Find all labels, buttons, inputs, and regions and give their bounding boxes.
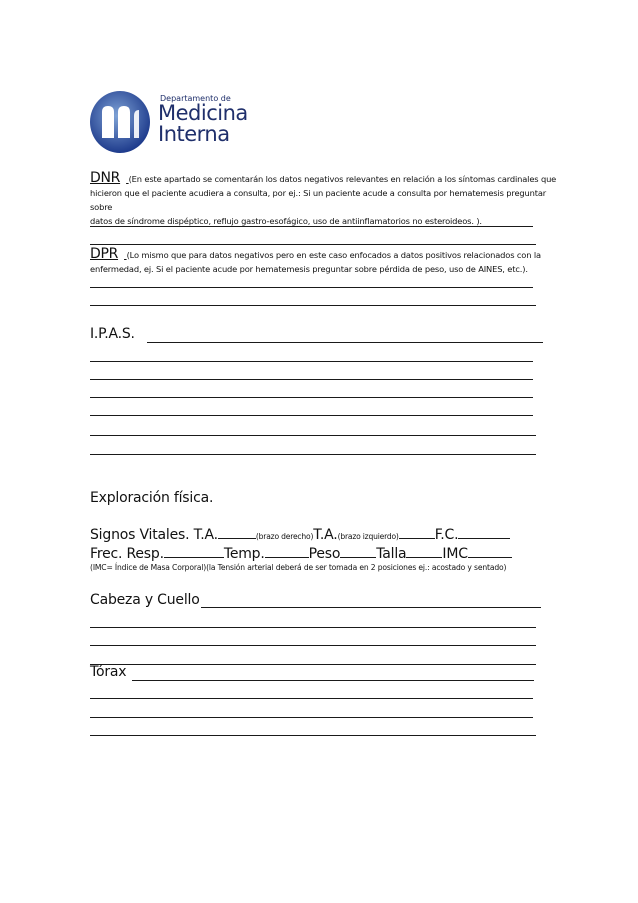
torax-answer-line-3[interactable] [90,735,536,736]
ipas-label: I.P.A.S. [90,326,135,342]
dnr-answer-line-2[interactable] [90,244,536,245]
ipas-answer-line-5[interactable] [90,435,536,436]
medicina-interna-logo-icon [88,86,152,156]
cabeza-label: Cabeza y Cuello [90,592,200,608]
cabeza-answer-line-3[interactable] [90,664,536,665]
temp-label: Temp. [223,546,265,562]
brazo-izquierdo-label: (brazo izquierdo) [337,532,399,541]
dnr-text-3: datos de síndrome dispéptico, reflujo gastro-esofágico, uso de antiinflamatorios no esteroideos. ). [90,216,482,226]
peso-field[interactable] [340,545,376,558]
torax-answer-line-0[interactable] [132,680,534,681]
fc-label: F.C. [434,527,459,543]
cabeza-answer-line-0[interactable] [201,607,541,608]
dnr-text-1: (En este apartado se comentarán los datos negativos relevantes en relación a los síntomas cardinales que [128,174,557,184]
fc-field[interactable] [458,526,510,539]
ipas-answer-line-1[interactable] [90,361,533,362]
department-logo [88,86,248,156]
temp-field[interactable] [265,545,309,558]
peso-label: Peso [308,546,341,562]
signos-label: Signos Vitales. T.A. [90,527,218,543]
signos-row-1 [90,526,510,543]
torax-label: Tórax [90,664,127,680]
frec-label: Frec. Resp. [90,546,164,562]
ipas-answer-line-3[interactable] [90,397,533,398]
imc-field[interactable] [468,545,512,558]
dnr-answer-line-1[interactable] [90,226,533,227]
ipas-answer-line-0[interactable] [147,342,543,343]
dpr-section [90,246,548,276]
frec-field[interactable] [164,545,224,558]
logo-department: Departamento de [160,94,231,103]
ta-label-2: T.A. [313,527,338,543]
talla-label: Talla [376,546,407,562]
dnr-text-2: hicieron que el paciente acudiera a consulta, por ej.: Si un paciente acude a consulta por hematemesis preguntar sobre [90,188,547,212]
ipas-answer-line-2[interactable] [90,379,533,380]
signos-note: (IMC= Índice de Masa Corporal)(la Tensión arterial deberá de ser tomada en 2 posiciones ej.: acostado y sentado) [90,563,507,572]
dpr-text-1: (Lo mismo que para datos negativos pero en este caso enfocados a datos positivos relacionados con la [126,250,541,260]
dnr-section [90,170,557,228]
exploracion-title: Exploración física. [90,490,214,506]
torax-answer-line-1[interactable] [90,698,533,699]
ipas-answer-line-6[interactable] [90,454,536,455]
dpr-text-2: enfermedad, ej. Si el paciente acude por hematemesis preguntar sobre pérdida de peso, uso de AINES, etc.). [90,264,528,274]
brazo-derecho-label: (brazo derecho) [255,532,314,541]
cabeza-answer-line-1[interactable] [90,627,536,628]
dnr-label: DNR [90,170,121,186]
cabeza-answer-line-2[interactable] [90,645,536,646]
logo-medicina: Medicina [158,101,248,125]
ipas-answer-line-4[interactable] [90,415,533,416]
signos-row-2 [90,545,512,562]
dpr-label: DPR [90,246,119,262]
talla-field[interactable] [406,545,442,558]
dpr-answer-line-2[interactable] [90,305,536,306]
ta-left-field[interactable] [399,529,435,539]
torax-answer-line-2[interactable] [90,717,533,718]
logo-interna: Interna [158,122,230,146]
logo-text [158,86,248,145]
imc-label: IMC [442,546,468,562]
ta-right-field[interactable] [218,526,256,539]
dpr-answer-line-1[interactable] [90,287,533,288]
